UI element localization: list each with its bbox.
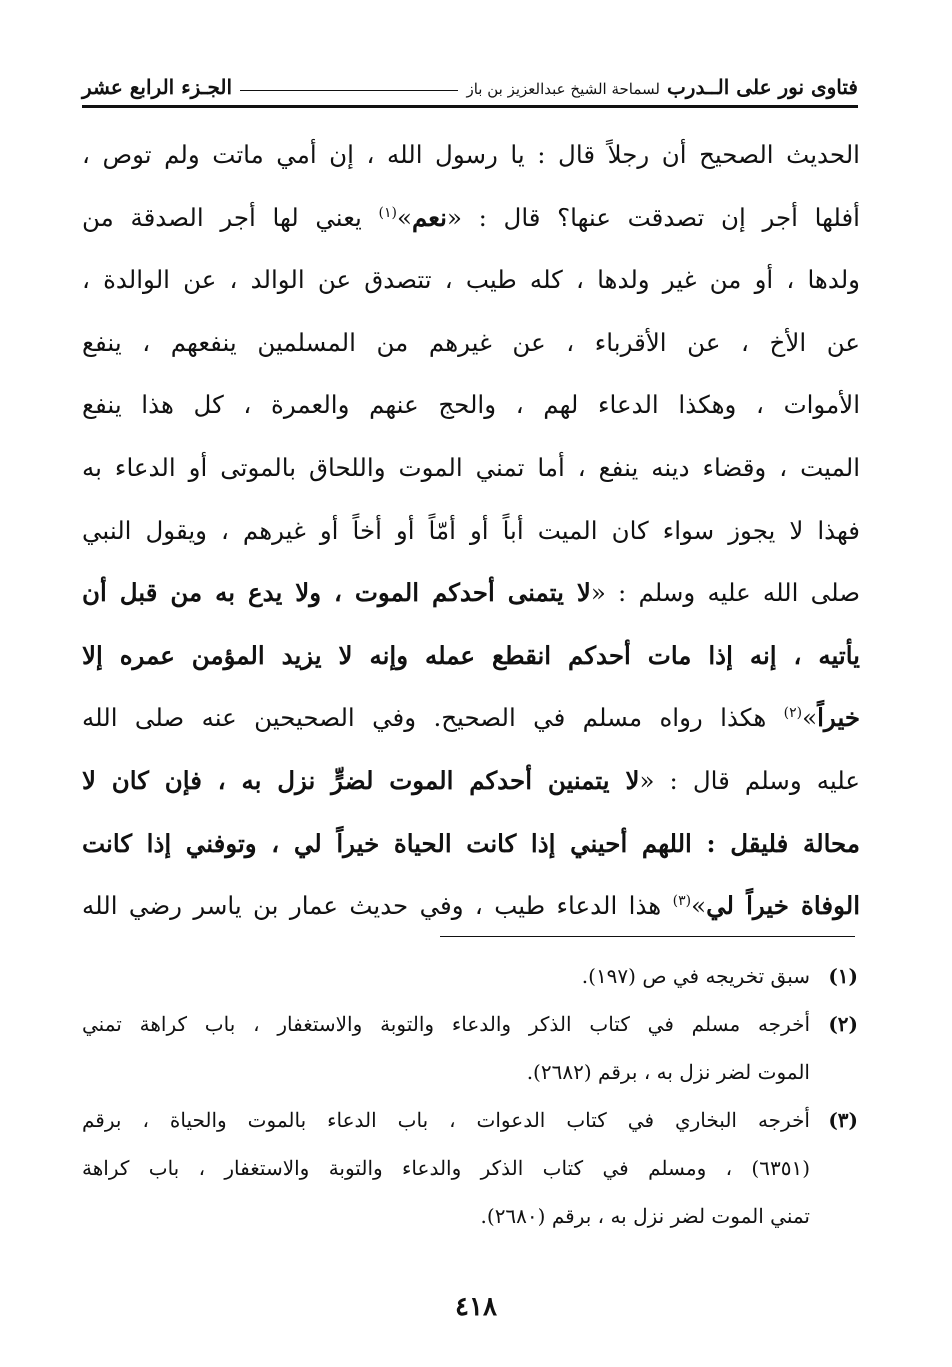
footnote-ref: (٢)	[783, 705, 803, 722]
footnotes	[82, 952, 858, 1240]
hadith-quote: محالة فليقل : اللهم أحيني إذا كانت الحياة خيراً لي ، وتوفني إذا كانت	[82, 828, 860, 858]
body-text: هذا الدعاء طيب ، وفي حديث عمار بن ياسر رضي الله	[82, 891, 673, 921]
main-text	[82, 124, 860, 938]
body-text: يعني لها أجر الصدقة من	[82, 202, 379, 232]
body-text: عليه وسلم قال : «	[639, 765, 860, 795]
footnote-line: سبق تخريجه في ص (١٩٧).	[581, 964, 810, 988]
body-text: أفلها أجر إن تصدقت عنها؟ قال : «	[446, 202, 860, 232]
footnote-text	[82, 1000, 810, 1096]
hadith-quote: الوفاة خيراً لي	[706, 891, 860, 921]
hadith-quote: لا يتمنى أحدكم الموت ، ولا يدع به من قبل أن	[82, 578, 591, 608]
footnote-text	[82, 1096, 810, 1240]
footnote	[82, 1096, 858, 1240]
body-text: عن الأخ ، عن الأقرباء ، عن غيرهم من المسلمين ينفعهم ، ينفع	[82, 327, 860, 357]
body-text: »	[396, 202, 412, 232]
footnote-text	[82, 952, 810, 1000]
hadith-quote: لا يتمنين أحدكم الموت لضرٍّ نزل به ، فإن كان لا	[82, 765, 640, 795]
body-line	[82, 187, 860, 250]
book-title: فتاوى نور على الــدرب	[666, 75, 858, 99]
body-text: »	[802, 703, 818, 733]
body-line	[82, 875, 860, 938]
footnote-line: أخرجه مسلم في كتاب الذكر والدعاء والتوبة والاستغفار ، باب كراهة تمني	[82, 1012, 810, 1036]
body-line	[82, 312, 860, 375]
page-number: ٤١٨	[455, 1292, 497, 1322]
header-dash-rule	[240, 90, 458, 91]
footnote-line: تمني الموت لضر نزل به ، برقم (٢٦٨٠).	[480, 1204, 810, 1228]
body-line	[82, 750, 860, 813]
body-text: فهذا لا يجوز سواء كان الميت أباً أو أمّاً أو أخاً أو غيرهم ، ويقول النبي	[82, 515, 860, 545]
footnote-line: أخرجه البخاري في كتاب الدعوات ، باب الدعاء بالموت والحياة ، برقم	[82, 1108, 810, 1132]
body-line	[82, 374, 860, 437]
body-line	[82, 437, 860, 500]
footnote-number: (٣)	[828, 1108, 858, 1132]
footnote-ref: (١)	[378, 204, 397, 221]
body-line	[82, 687, 860, 750]
body-text: »	[691, 891, 707, 921]
footnote-ref: (٣)	[672, 892, 692, 909]
volume-label: الجـزء الرابع عشر	[82, 75, 233, 99]
running-header	[82, 68, 858, 108]
body-text: ولدها ، أو من غير ولدها ، كله طيب ، تتصدق عن الوالد ، عن الوالدة ،	[82, 265, 860, 295]
body-line	[82, 813, 860, 876]
body-line	[82, 562, 860, 625]
body-text: صلى الله عليه وسلم : «	[590, 578, 860, 608]
body-line	[82, 124, 860, 187]
body-line	[82, 500, 860, 563]
body-line	[82, 249, 860, 312]
footnote-separator	[440, 936, 855, 937]
body-line	[82, 625, 860, 688]
author-line: لسماحة الشيخ عبدالعزيز بن باز	[466, 80, 660, 98]
footnote	[82, 952, 858, 1000]
footnote-number: (٢)	[828, 1012, 858, 1036]
hadith-quote: نعم	[411, 202, 447, 232]
body-text: الأموات ، وهكذا الدعاء لهم ، والحج عنهم والعمرة ، كل هذا ينفع	[82, 390, 860, 420]
book-title-and-author	[466, 75, 858, 99]
footnote-line: (٦٣٥١) ، ومسلم في كتاب الذكر والدعاء والتوبة والاستغفار ، باب كراهة	[82, 1156, 810, 1180]
body-text: الميت ، وقضاء دينه ينفع ، أما تمني الموت واللحاق بالموتى أو الدعاء به	[82, 452, 860, 482]
footnote-line: الموت لضر نزل به ، برقم (٢٦٨٢).	[526, 1060, 810, 1084]
hadith-quote: خيراً	[817, 703, 860, 733]
body-text: الحديث الصحيح أن رجلاً قال : يا رسول الله ، إن أمي ماتت ولم توص ،	[82, 140, 860, 169]
footnote-number: (١)	[828, 964, 858, 988]
hadith-quote: يأتيه ، إنه إذا مات أحدكم انقطع عمله وإنه لا يزيد المؤمن عمره إلا	[82, 640, 860, 670]
footnote	[82, 1000, 858, 1096]
body-text: هكذا رواه مسلم في الصحيح. وفي الصحيحين عنه صلى الله	[82, 703, 784, 733]
